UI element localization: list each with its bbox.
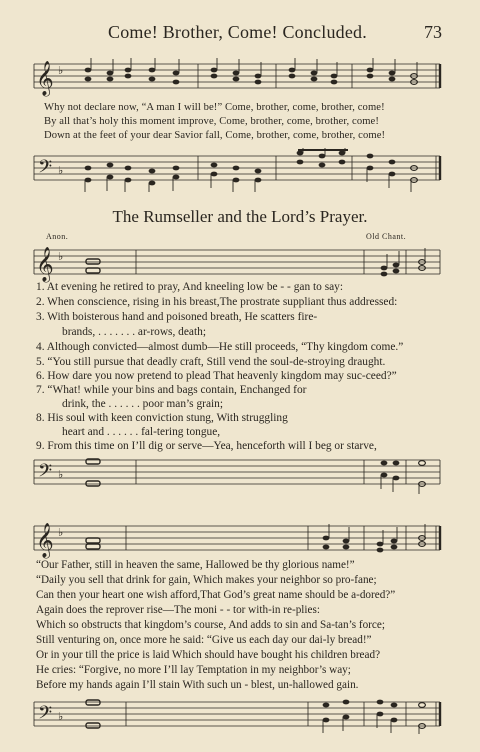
verse-line-8-cont: heart and . . . . . . fal-tering tongue, [62, 426, 221, 438]
top-lyric-line-1: Why not declare now, “A man I will be!” Come, brother, come, brother, come! [44, 102, 385, 113]
running-title: Come! Brother, Come! Concluded. [108, 22, 367, 42]
verse-line-7: 7. “What! while your bins and bags contain, Enchanged for [36, 384, 307, 396]
prayer-line-1: “Our Father, still in heaven the same, Hallowed be thy glorious name!” [36, 559, 355, 571]
prayer-line-5: Which so obstructs that kingdom’s course, And adds to sin and Sa-tan’s force; [36, 619, 385, 631]
top-lyric-line-3: Down at the feet of your dear Savior fall, Come, brother, come, brother, come! [44, 130, 386, 141]
verse-line-5: 5. “You still pursue that deadly craft, Still vend the soul-de-stroying draught. [36, 356, 386, 368]
svg-text:𝄢: 𝄢 [38, 460, 53, 485]
tune-attribution: Old Chant. [366, 232, 407, 241]
prayer-line-6: Still venturing on, once more he said: “Give us each day our dai-ly bread!” [36, 634, 372, 646]
verse-line-1: 1. At evening he retired to pray, And kneeling low be - - gan to say: [36, 281, 344, 293]
svg-text:𝄞: 𝄞 [36, 62, 54, 95]
prayer-line-9: Before my hands again I’ll stain With such un - blest, un-hallowed gain. [36, 679, 359, 691]
prayer-line-3: Can then your heart one wish afford,That God’s great name should be a-dored?” [36, 589, 396, 601]
prayer-line-8: He cries: “Forgive, no more I’ll lay Temptation in my neighbor’s way; [36, 664, 351, 676]
top-treble-staff [30, 58, 444, 98]
prayer-line-4: Again does the reprover rise—The moni - - tor with-in re-plies: [36, 604, 320, 616]
prayer-line-7: Or in your till the price is laid Which should have bought his children bread? [36, 649, 381, 661]
verse-line-9: 9. From this time on I’ll dig or serve—Yea, henceforth will I beg or starve, [36, 440, 377, 452]
page-number: 73 [424, 22, 442, 42]
svg-text:𝄞: 𝄞 [36, 524, 54, 557]
chant-bass-staff [30, 454, 444, 494]
svg-text:♭: ♭ [58, 469, 64, 481]
svg-text:♭: ♭ [58, 65, 64, 77]
chant-treble-staff [30, 244, 444, 284]
svg-text:♭: ♭ [58, 711, 64, 723]
song-title: The Rumseller and the Lord’s Prayer. [112, 207, 368, 226]
page-header [0, 22, 480, 48]
prayer-line-2: “Daily you sell that drink for gain, Which makes your neighbor so pro-fane; [36, 574, 377, 586]
verse-line-4: 4. Although convicted—almost dumb—He still proceeds, “Thy kingdom come.” [36, 341, 404, 353]
svg-text:♭: ♭ [58, 165, 64, 177]
svg-text:𝄞: 𝄞 [36, 248, 54, 281]
verse-line-2: 2. When conscience, rising in his breast,The prostrate suppliant thus addressed: [36, 296, 398, 308]
svg-text:♭: ♭ [58, 251, 64, 263]
verse-line-7-cont: drink, the . . . . . . poor man’s grain; [62, 398, 224, 410]
svg-text:♭: ♭ [58, 527, 64, 539]
prayer-treble-staff [30, 520, 444, 560]
verse-line-3-cont: brands, . . . . . . . ar-rows, death; [62, 326, 207, 338]
top-bass-staff [30, 148, 444, 192]
verse-line-8: 8. His soul with keen conviction stung, With struggling [36, 412, 288, 424]
top-lyric-line-2: By all that’s holy this moment improve, Come, brother, come, brother, come! [44, 116, 379, 127]
svg-text:𝄢: 𝄢 [38, 156, 53, 181]
verse-line-6: 6. How dare you now pretend to plead That heavenly kingdom may suc-ceed?” [36, 370, 397, 382]
author-attribution: Anon. [46, 232, 69, 241]
prayer-bass-staff [30, 694, 444, 734]
verse-line-3: 3. With boisterous hand and poisoned breath, He scatters fire- [36, 311, 318, 323]
svg-text:𝄢: 𝄢 [38, 702, 53, 727]
